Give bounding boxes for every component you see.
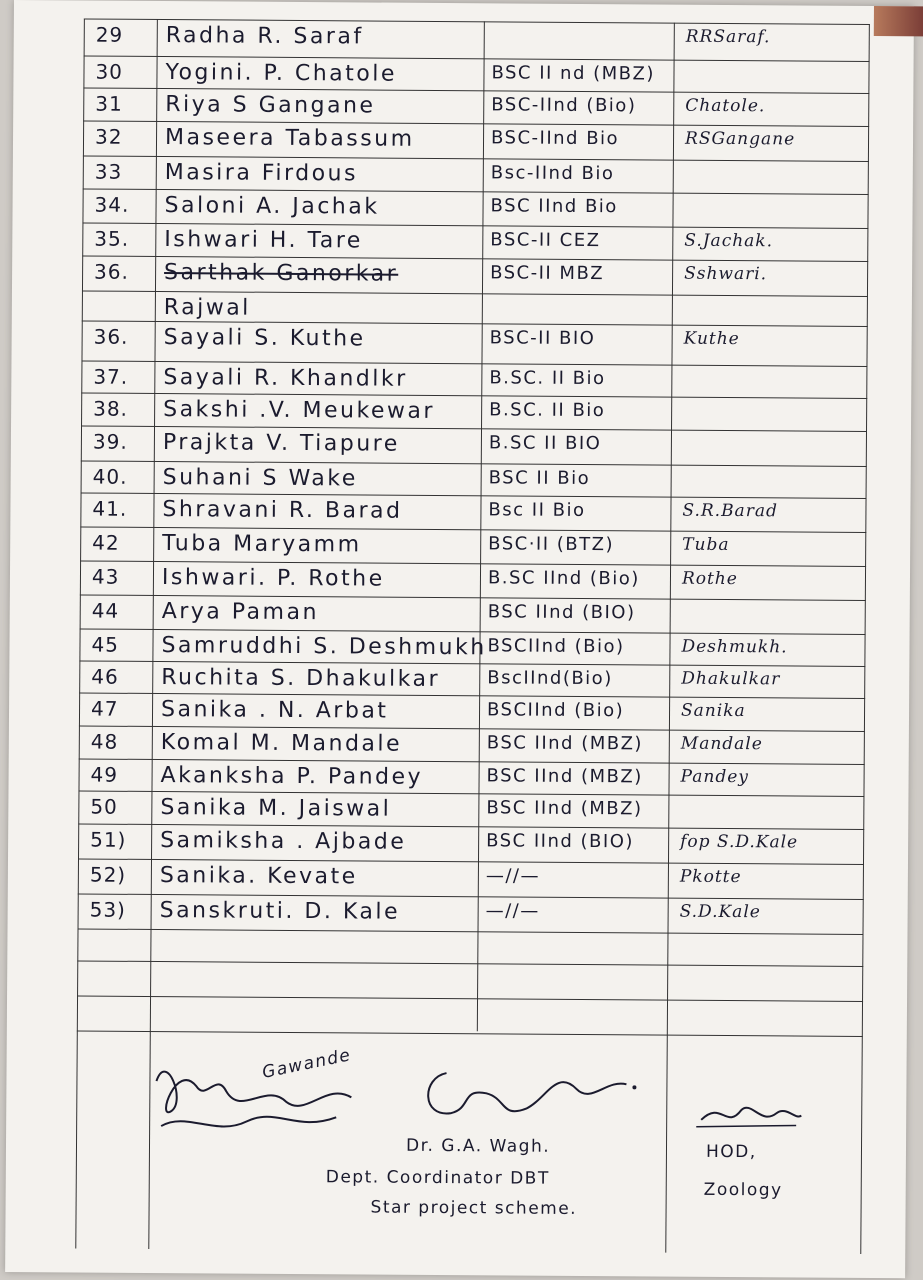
student-signature: Kuthe [683,328,740,350]
hod-department: Zoology [703,1179,783,1201]
student-signature: S.R.Barad [682,500,778,522]
student-name: Masira Firdous [164,160,359,187]
student-signature: Rothe [681,568,738,590]
course-class: BSC-IInd (Bio) [491,94,637,117]
serial-number: 33 [94,159,123,184]
course-class: BSCIInd (Bio) [487,635,625,658]
serial-number: 51) [90,827,127,852]
serial-number: 40. [92,464,128,489]
col-rule-course [477,21,485,1031]
student-signature: Mandale [680,733,763,755]
entry-rows [14,0,914,925]
course-class: B.SC. II Bio [489,367,606,390]
course-class: BSC-II CEZ [490,229,601,252]
course-class: BSC II Bio [488,467,591,490]
course-class: BSC·II (BTZ) [488,533,615,556]
serial-number: 30 [95,59,124,84]
serial-number: 52) [89,862,127,887]
course-class: BSC-II MBZ [490,262,605,285]
student-signature: Sshwari. [684,263,768,285]
hod-title: HOD, [705,1141,757,1163]
student-signature: Pkotte [679,866,742,888]
course-class: BSC IInd Bio [490,195,618,218]
signature-left-text: Gawande [260,1045,354,1083]
course-class: BSC IInd (BIO) [486,830,635,853]
row-rule [77,960,863,966]
serial-number: 41. [92,496,128,521]
serial-number: 43 [91,564,120,589]
serial-number: 36. [93,324,129,349]
student-signature: Tuba [682,534,730,556]
student-name: Tuba Maryamm [162,531,362,558]
col-rule-left [75,18,85,1248]
serial-number: 49 [90,762,119,787]
course-class: B.SC IInd (Bio) [487,567,640,590]
row-rule [77,995,863,1001]
course-class: Bsc II Bio [488,499,586,522]
student-name: Riya S Gangane [165,92,376,119]
serial-number: 48 [90,729,119,754]
serial-number: 29 [95,22,124,47]
course-class: BSC IInd (MBZ) [486,732,644,755]
student-name: Samruddhi S. Deshmukh [161,633,487,661]
serial-number: 31 [95,91,123,116]
course-class: BSC II nd (MBZ) [491,62,655,85]
serial-number: 39. [92,429,128,454]
student-name: Suhani S Wake [162,465,358,492]
course-class: —//— [485,900,540,922]
student-name: Komal M. Mandale [160,730,403,757]
student-name: Prajkta V. Tiapure [162,430,400,457]
student-name: Sanskruti. D. Kale [159,898,401,925]
row-rule [78,928,864,934]
student-name: Ishwari H. Tare [164,227,363,254]
coordinator-name: Dr. G.A. Wagh. [405,1135,551,1157]
serial-number: 32 [94,124,123,149]
student-name: Sanika M. Jaiswal [160,795,392,822]
student-name: Sanika. Kevate [159,863,358,890]
course-class: —//— [485,865,541,887]
course-class: BSC-IInd Bio [490,127,620,150]
course-class: BscIInd(Bio) [487,667,613,690]
serial-number: 34. [94,192,130,217]
col-rule-sign [665,23,675,1253]
student-name: Radha R. Saraf [165,23,364,50]
serial-number: 44 [91,598,120,623]
serial-number: 38. [93,396,129,421]
serial-number: 42 [92,530,120,555]
course-class: BSC-II BIO [489,327,596,350]
student-name: Shravani R. Barad [162,497,403,524]
student-name: Ruchita S. Dhakulkar [161,665,441,692]
col-rule-right [860,24,870,1254]
student-name: Sayali R. Khandlkr [163,365,408,392]
serial-number: 45 [91,632,120,657]
serial-number: 36. [94,259,130,284]
course-class: Bsc-IInd Bio [490,162,615,185]
coordinator-title: Dept. Coordinator DBT [325,1167,550,1189]
coordinator-signature [416,1058,647,1134]
course-class: B.SC. II Bio [489,399,606,422]
course-class: BSC IInd (MBZ) [486,765,643,788]
student-signature: Deshmukh. [681,636,788,658]
serial-number: 53) [89,897,127,922]
student-signature: S.Jachak. [684,230,774,252]
course-class: B.SC II BIO [488,432,602,455]
student-name: Samiksha . Ajbade [160,828,407,855]
serial-number: 47 [90,696,119,721]
student-name: Akanksha P. Pandey [160,763,424,790]
hod-signature [696,1095,806,1140]
student-signature: S.D.Kale [679,901,761,923]
student-name: Rajwal [163,295,251,321]
row-rule [77,1030,863,1036]
student-signature: Dhakulkar [681,668,781,690]
serial-number: 37. [93,364,129,389]
student-name: Sakshi .V. Meukewar [163,397,436,424]
serial-number: 50 [90,794,118,819]
corner-stain [874,6,923,36]
student-name: Sarthak Ganorkar [164,260,399,287]
student-name: Sanika . N. Arbat [160,697,389,724]
student-name: Yogini. P. Chatole [165,60,398,87]
student-signature: RRSaraf. [685,26,771,48]
attendance-sheet [5,0,914,1278]
course-class: BSCIInd (Bio) [486,699,625,722]
serial-number: 35. [94,226,130,251]
student-signature: Chatole. [685,95,766,117]
student-name: Saloni A. Jachak [164,193,380,220]
course-class: BSC IInd (MBZ) [486,797,643,820]
scheme-name: Star project scheme. [370,1197,578,1219]
student-signature: RSGangane [684,128,796,150]
student-name: Ishwari. P. Rothe [161,565,385,592]
serial-number: 46 [91,664,119,689]
student-name: Sayali S. Kuthe [163,325,366,352]
student-signature: Sanika [680,700,746,722]
row-rules [14,0,914,6]
course-class: BSC IInd (BIO) [487,601,636,624]
student-signature: fop S.D.Kale [680,831,799,853]
student-name: Arya Paman [161,599,320,626]
student-name: Maseera Tabassum [164,125,415,152]
student-signature: Pandey [680,766,749,788]
